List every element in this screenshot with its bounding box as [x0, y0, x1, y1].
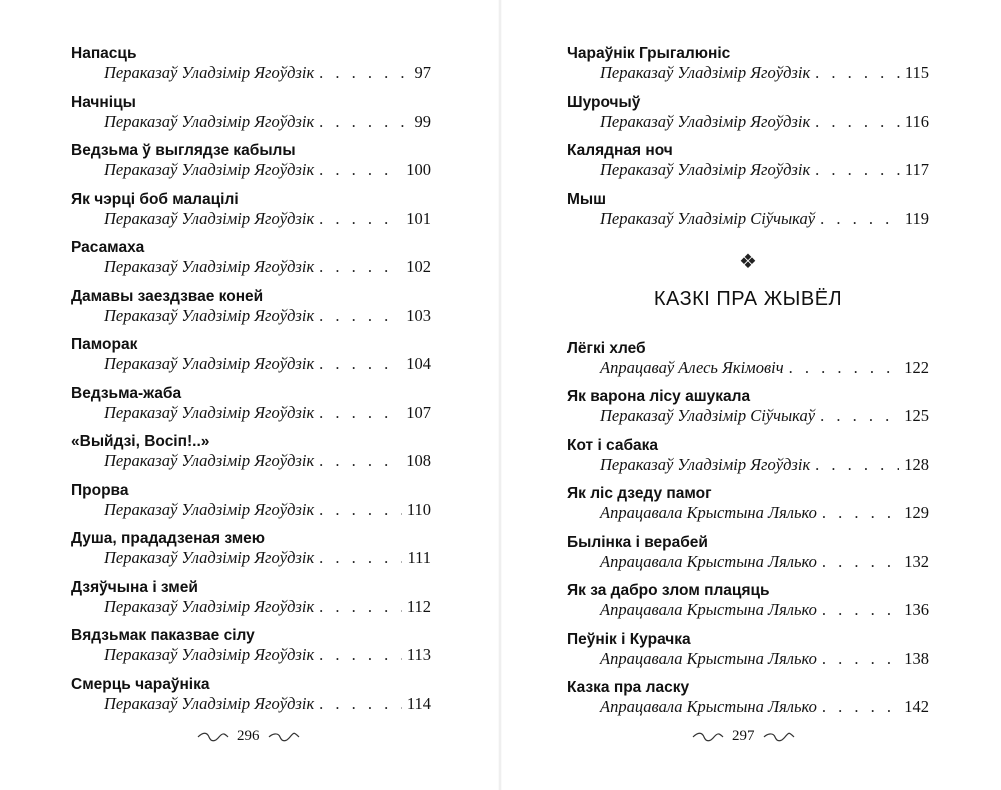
- toc-entry-title: Як чэрці боб малацілі: [71, 190, 239, 208]
- toc-entry: [567, 339, 929, 377]
- toc-entry-title: Як ліс дзеду памог: [567, 485, 712, 502]
- toc-entry-title: Як варона лісу ашукала: [567, 388, 751, 405]
- toc-entry: [567, 581, 929, 619]
- toc-entry-page-number: 108: [406, 451, 431, 470]
- dot-leader: [820, 209, 900, 228]
- left-toc-list: [71, 44, 431, 723]
- toc-entry-line: [567, 358, 929, 377]
- toc-entry-line: [71, 306, 431, 325]
- toc-entry-page-number: 114: [406, 693, 431, 713]
- toc-entry-title: «Выйдзі, Восіп!..»: [71, 433, 210, 450]
- toc-entry: [71, 384, 431, 422]
- toc-entry-title: Расамаха: [71, 239, 145, 256]
- section-heading: КАЗКІ ПРА ЖЫВЁЛ: [653, 287, 843, 310]
- toc-entry-author: Пераказаў Уладзімір Ягоўдзік: [104, 596, 315, 616]
- toc-entry-author: Апрацавала Крыстына Лялько: [600, 697, 817, 716]
- right-swash-ornament-right: [763, 732, 795, 742]
- right-page-number: 297: [732, 728, 755, 744]
- toc-entry-line: [567, 649, 929, 668]
- right-page: [500, 0, 1001, 790]
- toc-entry-author: Пераказаў Уладзімір Ягоўдзік: [104, 548, 315, 567]
- toc-entry-title: Мыш: [567, 190, 607, 208]
- toc-entry-title: Ведзьма ў выглядзе кабылы: [71, 142, 296, 159]
- toc-entry-author: Апрацавала Крыстына Лялько: [600, 503, 817, 522]
- left-page-number: 296: [237, 728, 260, 744]
- toc-entry-title: Як за дабро злом плацяць: [567, 582, 770, 599]
- dot-leader: [319, 257, 401, 276]
- toc-entry-line: [567, 697, 929, 716]
- toc-entry-author: Апрацавала Крыстына Лялько: [600, 551, 817, 571]
- toc-entry: [567, 387, 929, 425]
- dot-leader: [822, 600, 899, 619]
- toc-entry-title: Лёгкі хлеб: [567, 339, 646, 357]
- toc-entry-page-number: 115: [904, 63, 929, 82]
- toc-entry-page-number: 110: [406, 499, 431, 519]
- toc-entry-page-number: 117: [904, 160, 929, 179]
- toc-entry-author: Пераказаў Уладзімір Сіўчыкаў: [600, 208, 816, 228]
- right-swash-ornament: [692, 732, 724, 742]
- toc-entry: [71, 626, 431, 664]
- toc-entry-author: Пераказаў Уладзімір Ягоўдзік: [600, 454, 811, 474]
- dot-leader: [319, 645, 402, 664]
- dot-leader: [319, 209, 401, 228]
- toc-entry: [71, 44, 431, 82]
- toc-entry-page-number: 129: [904, 503, 929, 522]
- right-folio: [692, 728, 795, 745]
- dot-leader: [822, 649, 899, 668]
- toc-entry-line: [71, 403, 431, 422]
- toc-entry-title: Кот і сабака: [567, 436, 659, 454]
- toc-entry-title: Душа, прададзеная змею: [71, 530, 266, 547]
- toc-entry-title: Дзяўчына і змей: [71, 578, 198, 596]
- toc-entry-page-number: 101: [406, 208, 431, 228]
- dot-leader: [319, 548, 402, 567]
- left-folio: [197, 728, 300, 745]
- dot-leader: [319, 694, 402, 713]
- toc-entry-title: Вядзьмак паказвае сілу: [71, 627, 255, 644]
- toc-entry-author: Пераказаў Уладзімір Сіўчыкаў: [600, 406, 816, 425]
- dot-leader: [822, 552, 899, 571]
- toc-entry-title: Пеўнік і Курачка: [567, 630, 691, 648]
- dot-leader: [319, 354, 401, 373]
- toc-entry-author: Пераказаў Уладзімір Ягоўдзік: [104, 160, 315, 179]
- toc-entry-page-number: 107: [406, 402, 431, 422]
- toc-entry-line: [71, 597, 431, 616]
- toc-entry-title: Чараўнік Грыгалюніс: [567, 45, 731, 62]
- toc-entry: [567, 141, 929, 179]
- toc-entry-title: Напасць: [71, 45, 137, 62]
- left-page: [0, 0, 500, 790]
- toc-entry-author: Апрацавала Крыстына Лялько: [600, 648, 817, 668]
- toc-entry: [71, 335, 431, 373]
- toc-entry-line: [71, 112, 431, 131]
- toc-entry: [567, 678, 929, 716]
- toc-entry: [567, 44, 929, 82]
- toc-entry: [567, 630, 929, 668]
- toc-entry-line: [71, 694, 431, 713]
- toc-entry-line: [71, 63, 431, 82]
- dot-leader: [822, 697, 899, 716]
- toc-entry-author: Апрацаваў Алесь Якімовіч: [600, 357, 784, 377]
- dot-leader: [319, 403, 401, 422]
- toc-entry-line: [567, 112, 929, 131]
- toc-entry-line: [567, 552, 929, 571]
- dot-leader: [820, 406, 899, 425]
- toc-entry-author: Пераказаў Уладзімір Ягоўдзік: [104, 402, 315, 422]
- right-toc-list: [567, 44, 929, 727]
- left-swash-ornament-right: [268, 732, 300, 742]
- toc-entry-title: Смерць чараўніка: [71, 675, 210, 693]
- toc-entry-author: Пераказаў Уладзімір Ягоўдзік: [104, 693, 315, 713]
- toc-entry-page-number: 122: [904, 357, 929, 377]
- toc-entry-line: [567, 209, 929, 228]
- toc-entry-line: [567, 160, 929, 179]
- toc-entry-page-number: 138: [904, 648, 929, 668]
- dot-leader: [815, 160, 900, 179]
- dot-leader: [319, 306, 401, 325]
- toc-entry-line: [567, 63, 929, 82]
- toc-entry-title: Начніцы: [71, 93, 136, 111]
- toc-entry: [71, 190, 431, 228]
- toc-entry-title: Прорва: [71, 481, 129, 499]
- toc-entry: [71, 529, 431, 567]
- toc-entry-line: [567, 503, 929, 522]
- toc-entry-line: [567, 455, 929, 474]
- toc-entry-author: Апрацавала Крыстына Лялько: [600, 600, 817, 619]
- left-swash-ornament: [197, 732, 229, 742]
- toc-entry-page-number: 111: [407, 548, 431, 567]
- toc-entry-author: Пераказаў Уладзімір Ягоўдзік: [104, 645, 315, 664]
- toc-entry-line: [71, 500, 431, 519]
- toc-entry-line: [71, 160, 431, 179]
- toc-entry: [71, 93, 431, 131]
- toc-entry-author: Пераказаў Уладзімір Ягоўдзік: [600, 111, 811, 131]
- toc-entry: [71, 578, 431, 616]
- toc-entry: [567, 484, 929, 522]
- dot-leader: [319, 160, 401, 179]
- toc-entry: [71, 287, 431, 325]
- toc-entry-author: Пераказаў Уладзімір Ягоўдзік: [600, 160, 811, 179]
- toc-entry-line: [71, 257, 431, 276]
- dot-leader: [319, 597, 402, 616]
- toc-entry-page-number: 113: [406, 645, 431, 664]
- toc-entry: [71, 141, 431, 179]
- toc-entry-author: Пераказаў Уладзімір Ягоўдзік: [104, 208, 315, 228]
- toc-entry-page-number: 102: [406, 257, 431, 276]
- toc-entry-page-number: 119: [904, 208, 929, 228]
- toc-entry-author: Пераказаў Уладзімір Ягоўдзік: [104, 354, 315, 373]
- toc-entry-author: Пераказаў Уладзімір Ягоўдзік: [104, 305, 315, 325]
- toc-entry-title: Казка пра ласку: [567, 679, 690, 696]
- toc-entry-title: Калядная ноч: [567, 142, 673, 159]
- toc-entry-page-number: 112: [406, 596, 431, 616]
- toc-entry: [567, 190, 929, 228]
- toc-entry-author: Пераказаў Уладзімір Ягоўдзік: [104, 257, 315, 276]
- dot-leader: [319, 63, 409, 82]
- toc-entry-line: [71, 354, 431, 373]
- toc-entry-title: Ведзьма-жаба: [71, 384, 182, 402]
- toc-entry: [71, 675, 431, 713]
- toc-entry-page-number: 103: [406, 305, 431, 325]
- dot-leader: [789, 358, 900, 377]
- toc-entry-page-number: 132: [904, 551, 929, 571]
- toc-entry-author: Пераказаў Уладзімір Ягоўдзік: [104, 451, 315, 470]
- toc-entry-author: Пераказаў Уладзімір Ягоўдзік: [104, 111, 315, 131]
- section-divider-ornament: ❖: [739, 250, 757, 273]
- toc-entry-page-number: 142: [904, 697, 929, 716]
- toc-entry: [71, 481, 431, 519]
- dot-leader: [319, 451, 401, 470]
- toc-entry-line: [71, 645, 431, 664]
- toc-entry-page-number: 99: [414, 111, 431, 131]
- dot-leader: [815, 63, 900, 82]
- toc-entry: [567, 436, 929, 474]
- toc-entry-page-number: 100: [406, 160, 431, 179]
- toc-entry-page-number: 125: [904, 406, 929, 425]
- toc-entry-author: Пераказаў Уладзімір Ягоўдзік: [104, 63, 315, 82]
- dot-leader: [815, 112, 900, 131]
- toc-entry-page-number: 97: [414, 63, 431, 82]
- toc-entry-line: [71, 548, 431, 567]
- toc-entry: [71, 432, 431, 470]
- toc-entry-page-number: 128: [904, 454, 929, 474]
- toc-entry-author: Пераказаў Уладзімір Ягоўдзік: [104, 499, 315, 519]
- toc-entry-page-number: 104: [406, 354, 431, 373]
- toc-entry-page-number: 116: [904, 111, 929, 131]
- toc-entry-title: Былінка і верабей: [567, 533, 708, 551]
- toc-entry-line: [71, 451, 431, 470]
- dot-leader: [815, 455, 899, 474]
- toc-entry-line: [567, 600, 929, 619]
- toc-entry: [567, 93, 929, 131]
- toc-entry: [71, 238, 431, 276]
- dot-leader: [319, 112, 409, 131]
- toc-entry-title: Дамавы заездзвае коней: [71, 287, 264, 305]
- toc-entry-title: Паморак: [71, 336, 138, 353]
- toc-entry-title: Шурочыў: [567, 93, 641, 111]
- toc-entry-line: [567, 406, 929, 425]
- toc-entry-author: Пераказаў Уладзімір Ягоўдзік: [600, 63, 811, 82]
- toc-entry-line: [71, 209, 431, 228]
- dot-leader: [319, 500, 402, 519]
- toc-entry: [567, 533, 929, 571]
- dot-leader: [822, 503, 899, 522]
- toc-entry-page-number: 136: [904, 600, 929, 619]
